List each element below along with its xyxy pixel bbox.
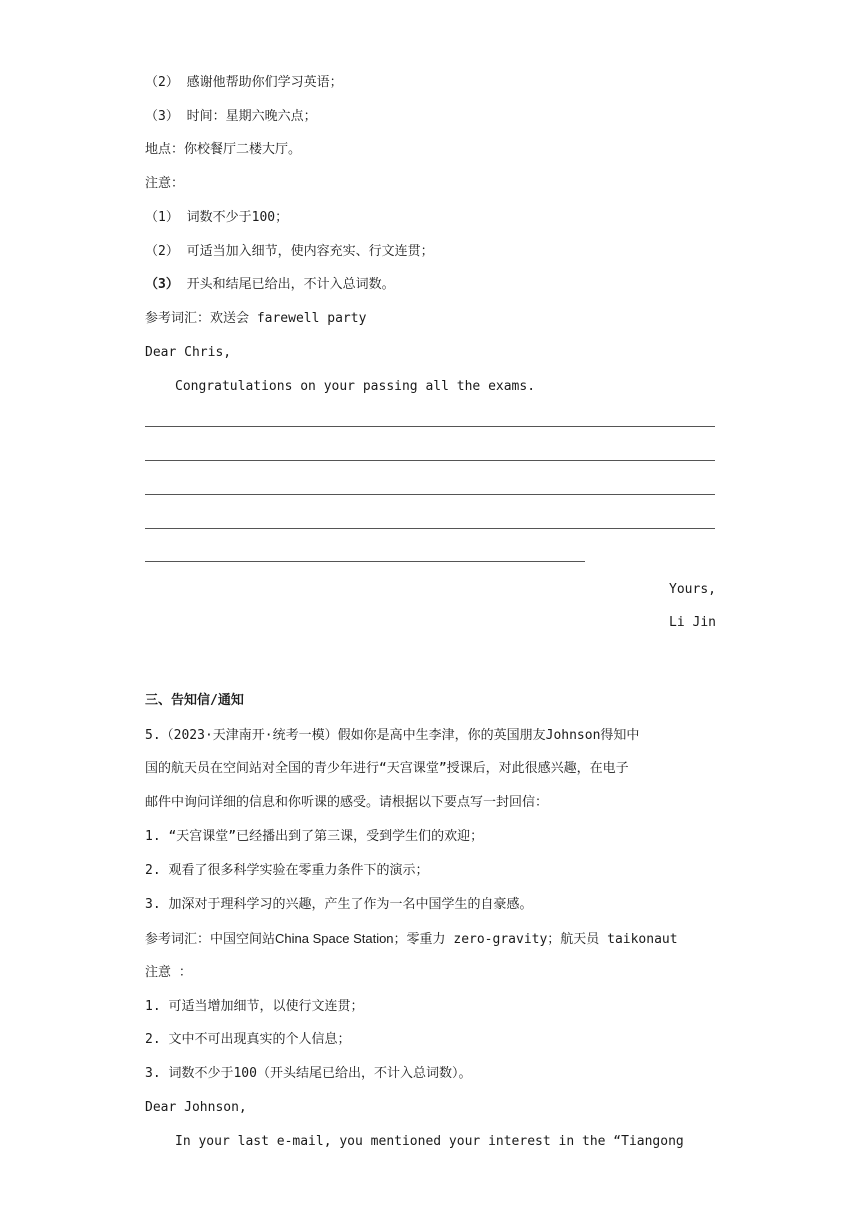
point-2: 2. 观看了很多科学实验在零重力条件下的演示；	[145, 863, 429, 878]
answer-line	[145, 528, 715, 529]
requirement-2: （2） 感谢他帮助你们学习英语；	[145, 75, 343, 90]
notes-title: 注意：	[145, 176, 185, 191]
note-1: （1） 词数不少于100；	[145, 210, 289, 225]
vocab-line-2	[145, 930, 678, 949]
vocab-suffix: ；零重力 zero-gravity；航天员 taikonaut	[393, 932, 678, 947]
note-3-number: （3）	[145, 277, 179, 292]
point-3: 3. 加深对于理科学习的兴趣，产生了作为一名中国学生的自豪感。	[145, 897, 533, 912]
note-3-text: 开头和结尾已给出，不计入总词数。	[178, 277, 395, 292]
vocab-space-station: China Space Station	[275, 931, 394, 946]
note2-2: 2. 文中不可出现真实的个人信息；	[145, 1032, 351, 1047]
letter2-salutation: Dear Johnson,	[145, 1100, 247, 1115]
question-line-2: 国的航天员在空间站对全国的青少年进行“天宫课堂”授课后，对此很感兴趣，在电子	[145, 761, 629, 776]
vocab-prefix: 参考词汇：中国空间站	[145, 932, 276, 947]
letter1-closing: Yours,	[669, 582, 716, 597]
place-line: 地点：你校餐厅二楼大厅。	[145, 142, 302, 157]
note-3	[145, 276, 395, 294]
point-1: 1. “天宫课堂”已经播出到了第三课，受到学生们的欢迎；	[145, 829, 484, 844]
letter1-opening: Congratulations on your passing all the exams.	[175, 379, 536, 394]
vocab-line: 参考词汇：欢送会 farewell party	[145, 311, 367, 326]
letter1-signature: Li Jin	[669, 615, 716, 630]
question-line-3: 邮件中询问详细的信息和你听课的感受。请根据以下要点写一封回信：	[145, 795, 549, 810]
letter1-salutation: Dear Chris,	[145, 345, 232, 360]
answer-line	[145, 561, 585, 562]
section-heading: 三、告知信/通知	[145, 693, 244, 708]
answer-line	[145, 460, 715, 461]
answer-line	[145, 494, 715, 495]
note2-3: 3. 词数不少于100（开头结尾已给出，不计入总词数）。	[145, 1066, 472, 1081]
letter2-opening: In your last e-mail, you mentioned your interest in the “Tiangong	[175, 1134, 684, 1149]
question-line-1: 5.（2023·天津南开·统考一模）假如你是高中生李津，你的英国朋友Johnson得知中	[145, 728, 640, 743]
note2-1: 1. 可适当增加细节，以使行文连贯；	[145, 999, 364, 1014]
notes-title-2: 注意 ：	[145, 965, 192, 980]
requirement-3: （3） 时间：星期六晚六点；	[145, 109, 317, 124]
answer-line	[145, 426, 715, 427]
note-2: （2） 可适当加入细节，使内容充实、行文连贯；	[145, 244, 434, 259]
